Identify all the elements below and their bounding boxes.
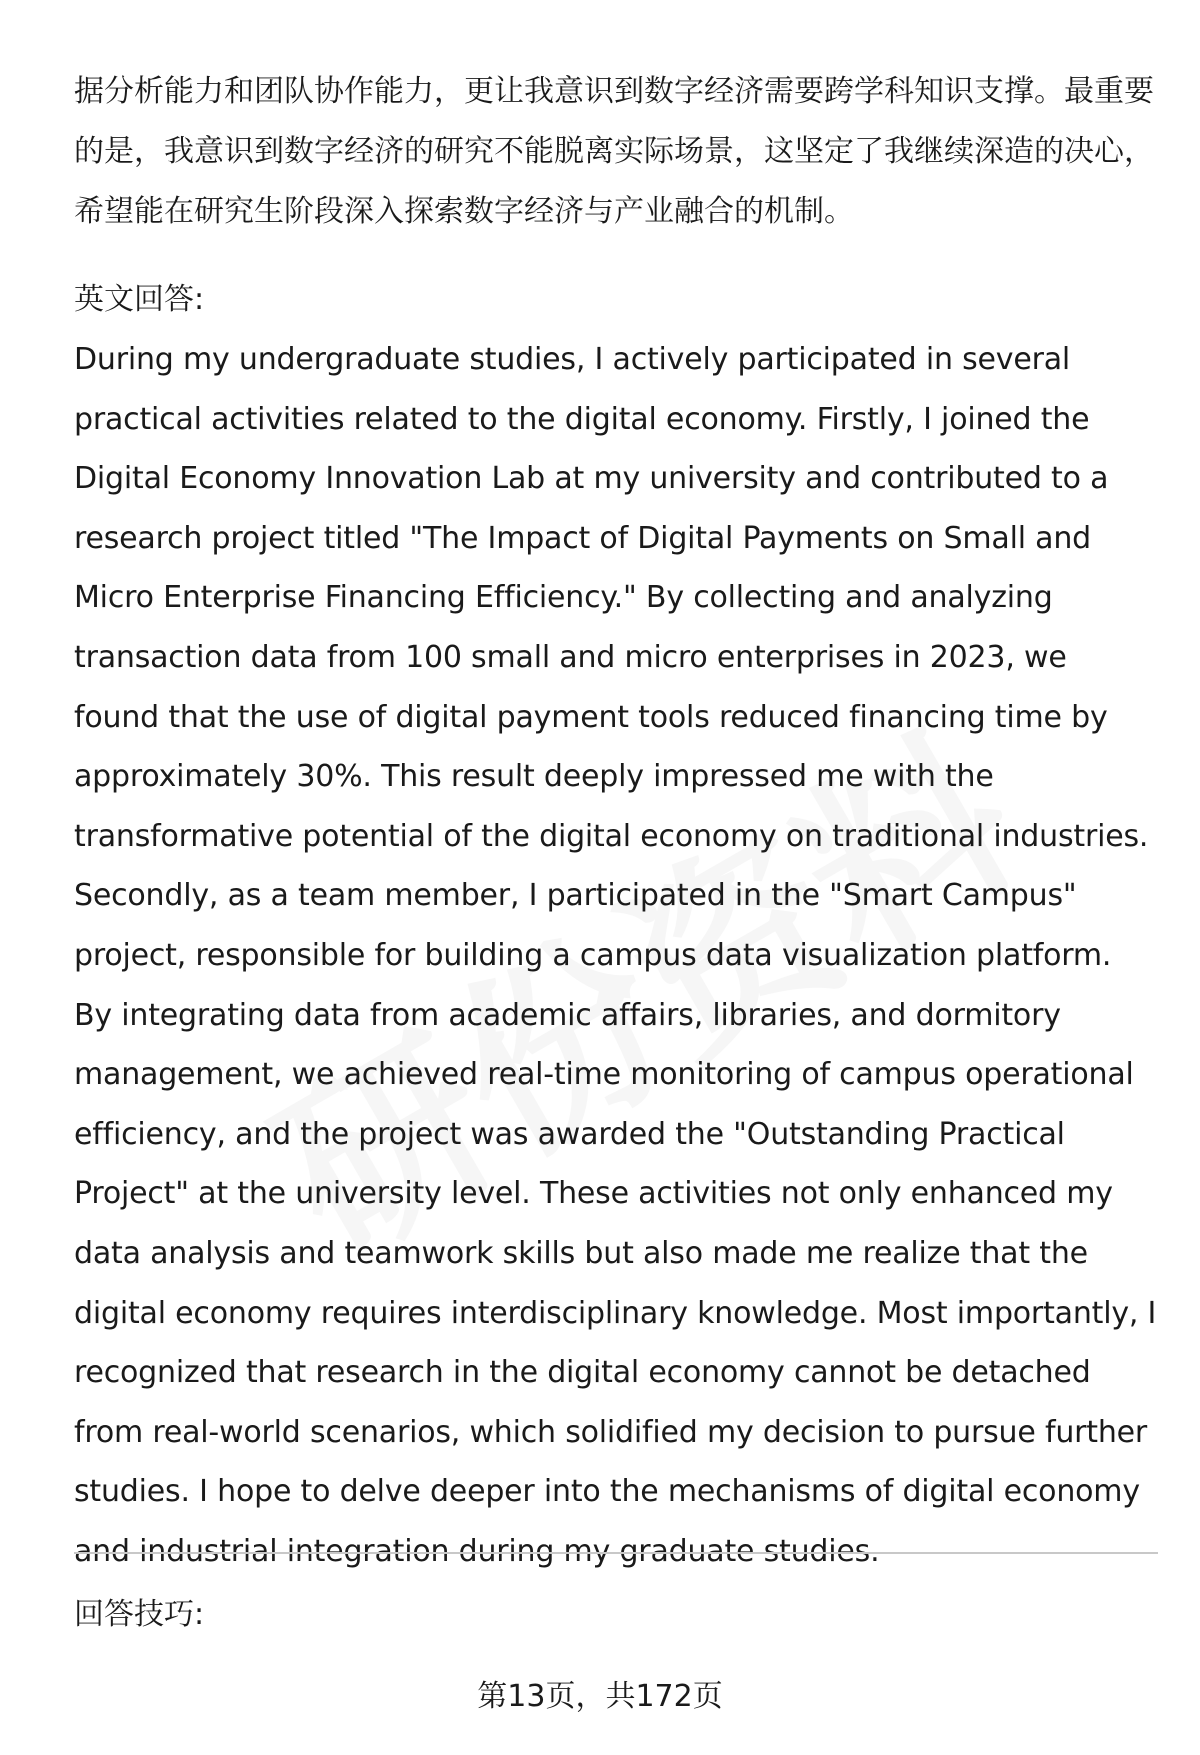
english-answer-label: 英文回答: xyxy=(74,282,205,317)
page-number: 第13页，共172页 xyxy=(477,1679,723,1714)
english-answer-paragraph: During my undergraduate studies, I actively participated in several practical activities related to the digital economy. Firstly, I joined the Digital Economy Innovation Lab at my university and contributed to a research project titled "The Impact of Digital Payments on Small and Micro Enterprise Financing Efficiency." By collecting and analyzing transaction data from 100 small and micro enterprises in 2023, we found that the use of digital payment tools reduced financing time by approximately 30%. This result deeply impressed me with the transformative potential of the digital economy on traditional industries. Secondly, as a team member, I participated in the "Smart Campus" project, responsible for building a campus data visualization platform. By integrating data from academic affairs, libraries, and dormitory management, we achieved real-time monitoring of campus operational efficiency, and the project was awarded the "Outstanding Practical Project" at the university level. These activities not only enhanced my data analysis and teamwork skills but also made me realize that the digital economy requires interdisciplinary knowledge. Most importantly, I recognized that research in the digital economy cannot be detached from real-world scenarios, which solidified my decision to pursue further studies. I hope to delve deeper into the mechanisms of digital economy and industrial integration during my graduate studies. xyxy=(74,342,1157,1569)
page-content xyxy=(74,62,1158,1581)
section-divider xyxy=(74,1552,1158,1554)
answer-tips-label: 回答技巧: xyxy=(74,1597,205,1632)
chinese-answer-paragraph: 据分析能力和团队协作能力，更让我意识到数字经济需要跨学科知识支撑。最重要的是，我意识到数字经济的研究不能脱离实际场景，这坚定了我继续深造的决心，希望能在研究生阶段深入探索数字经济与产业融合的机制。 xyxy=(74,74,1154,229)
